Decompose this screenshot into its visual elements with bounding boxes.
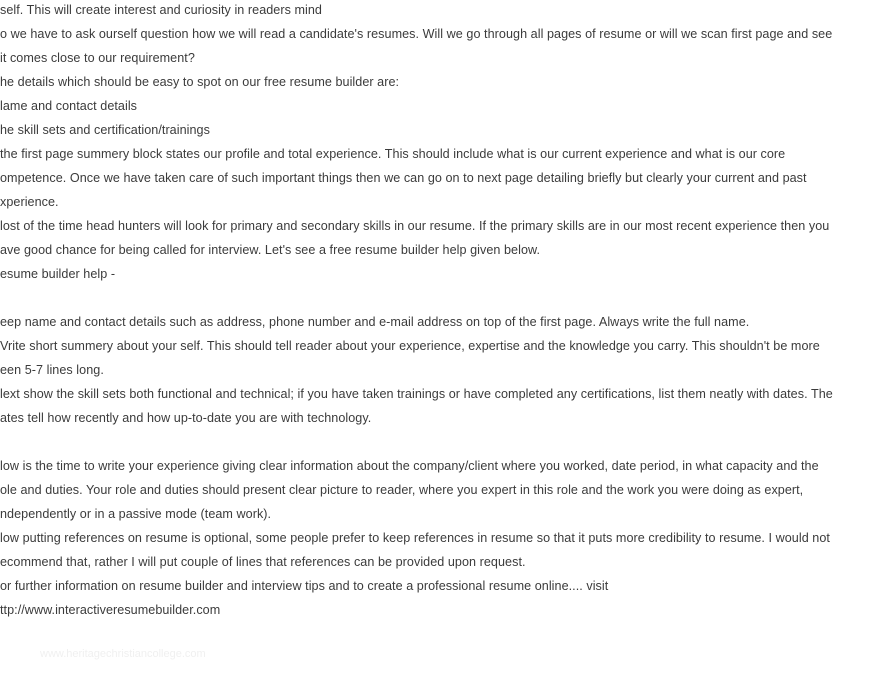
text-line-24: ecommend that, rather I will put couple of lines that references can be provided upon request.: [0, 555, 526, 569]
text-line-11: ave good chance for being called for interview. Let's see a free resume builder help given below.: [0, 243, 541, 257]
text-line-3: it comes close to our requirement?: [0, 51, 195, 65]
text-line-15: Vrite short summery about your self. This should tell reader about your experience, expertise and the knowledge you carry. This shouldn't be more: [0, 339, 820, 353]
text-line-9: xperience.: [0, 195, 59, 209]
text-line-4: he details which should be easy to spot on our free resume builder are:: [0, 75, 400, 89]
text-line-20: low is the time to write your experience giving clear information about the company/client where you worked, date period, in what capacity and the: [0, 459, 819, 473]
text-line-21: ole and duties. Your role and duties should present clear picture to reader, where you expert in this role and the work you were doing as expert,: [0, 483, 804, 497]
text-line-25: or further information on resume builder and interview tips and to create a professional resume online.... visit: [0, 579, 609, 593]
text-line-14: eep name and contact details such as address, phone number and e-mail address on top of the first page. Always write the full name.: [0, 315, 750, 329]
text-line-5: lame and contact details: [0, 99, 138, 113]
text-line-26: ttp://www.interactiveresumebuilder.com: [0, 603, 221, 617]
text-line-12: esume builder help -: [0, 267, 116, 281]
text-line-23: low putting references on resume is optional, some people prefer to keep references in resume so that it puts more credibility to resume. I would not: [0, 531, 830, 545]
text-line-18: ates tell how recently and how up-to-date you are with technology.: [0, 411, 372, 425]
text-line-2: o we have to ask ourself question how we will read a candidate's resumes. Will we go through all pages of resume or will we scan first page and see: [0, 27, 833, 41]
watermark-text: www.heritagechristiancollege.com: [40, 648, 206, 660]
text-line-6: he skill sets and certification/trainings: [0, 123, 210, 137]
text-line-7: the first page summery block states our profile and total experience. This should include what is our current experience and what is our core: [0, 147, 786, 161]
text-line-17: lext show the skill sets both functional and technical; if you have taken trainings or have completed any certifications, list them neatly with dates. The: [0, 387, 833, 401]
text-line-10: lost of the time head hunters will look for primary and secondary skills in our resume. If the primary skills are in our most recent experience then you: [0, 219, 830, 233]
text-line-8: ompetence. Once we have taken care of such important things then we can go on to next page detailing briefly but clearly your current and past: [0, 171, 807, 185]
text-line-16: een 5-7 lines long.: [0, 363, 104, 377]
text-line-22: ndependently or in a passive mode (team work).: [0, 507, 272, 521]
text-line-1: self. This will create interest and curiosity in readers mind: [0, 3, 322, 17]
